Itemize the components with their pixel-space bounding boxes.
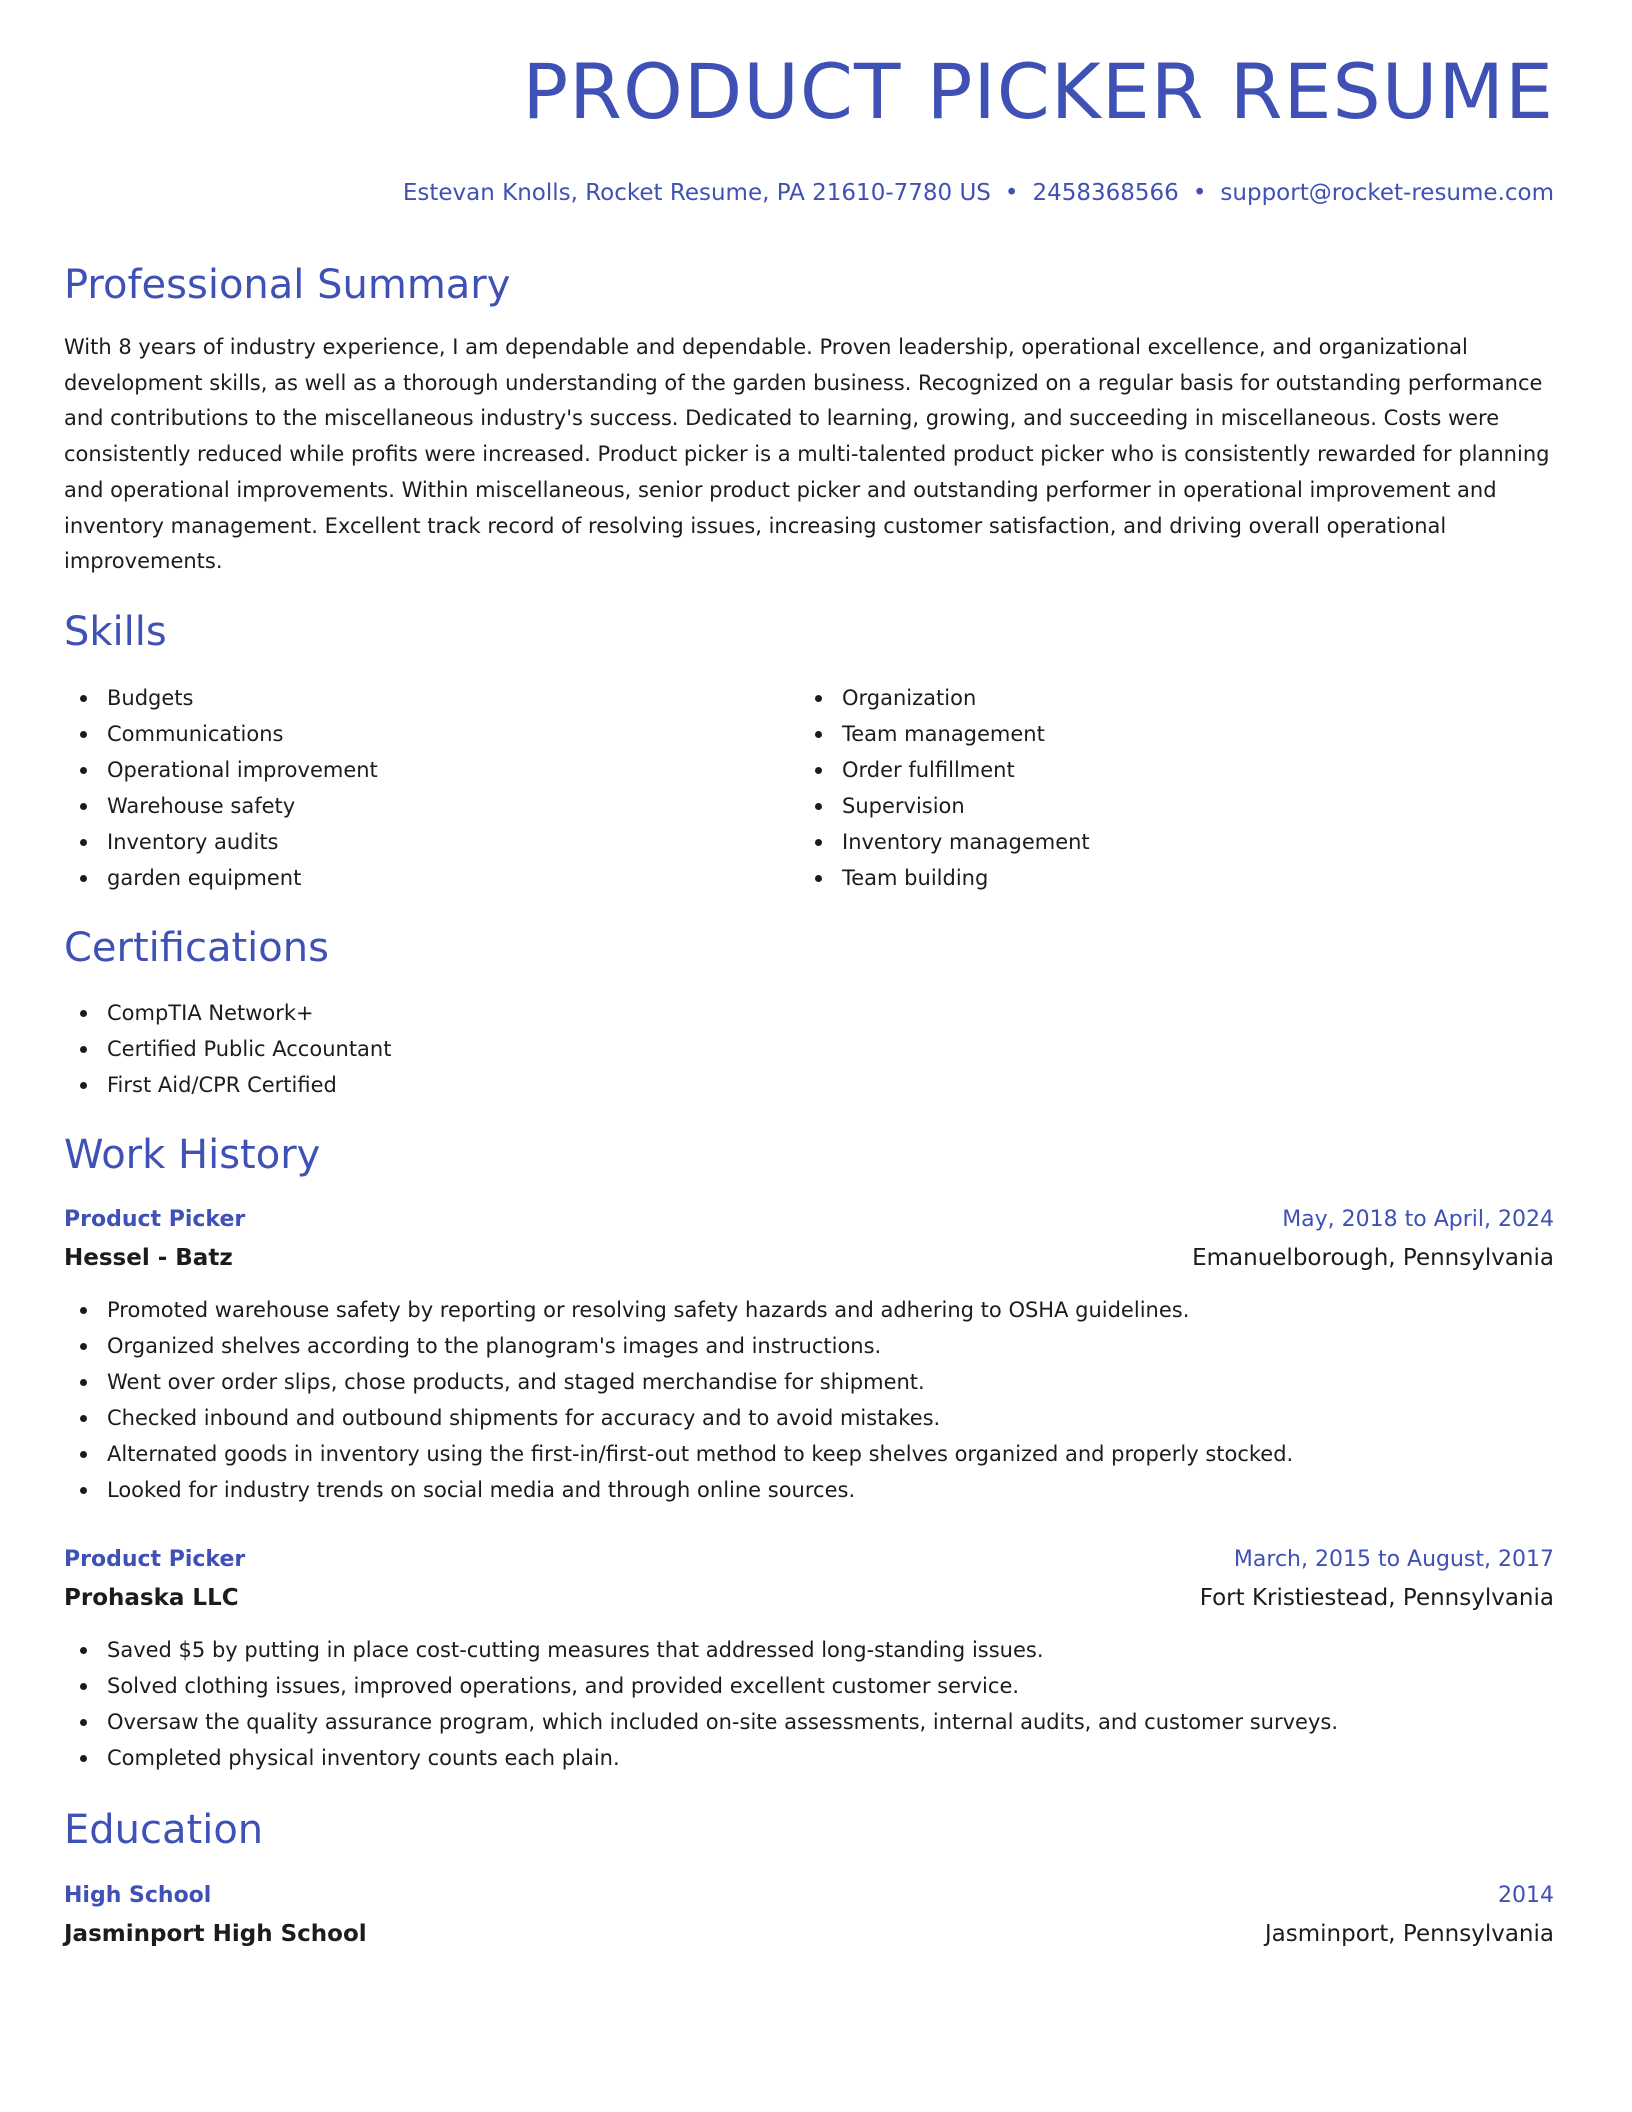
job-title: Product Picker — [64, 1207, 246, 1232]
resume-title: PRODUCT PICKER RESUME — [522, 47, 1554, 136]
job-location: Emanuelborough, Pennsylvania — [1192, 1245, 1554, 1271]
contact-address: Estevan Knolls, Rocket Resume, PA 21610-7780 US — [402, 180, 991, 206]
skill-item: garden equipment — [64, 860, 378, 896]
certification-item: First Aid/CPR Certified — [64, 1067, 391, 1103]
contact-separator: • — [1192, 180, 1207, 206]
education-heading: Education — [64, 1807, 264, 1853]
certification-item: CompTIA Network+ — [64, 995, 391, 1031]
skills-heading: Skills — [64, 609, 167, 655]
job-bullets — [64, 1292, 1293, 1508]
skill-item: Team management — [799, 716, 1090, 752]
job-bullet: Promoted warehouse safety by reporting or resolving safety hazards and adhering to OSHA guidelines. — [64, 1292, 1293, 1328]
contact-line — [403, 180, 1554, 206]
certification-item: Certified Public Accountant — [64, 1031, 391, 1067]
job-bullet: Organized shelves according to the planogram's images and instructions. — [64, 1328, 1293, 1364]
skills-list-left — [64, 680, 378, 896]
job-dates: May, 2018 to April, 2024 — [1282, 1207, 1554, 1232]
job-bullet: Alternated goods in inventory using the first-in/first-out method to keep shelves organized and properly stocked. — [64, 1436, 1293, 1472]
job-bullet: Solved clothing issues, improved operations, and provided excellent customer service. — [64, 1668, 1338, 1704]
education-year: 2014 — [1498, 1883, 1554, 1908]
contact-separator: • — [1004, 180, 1019, 206]
skill-item: Order fulfillment — [799, 752, 1090, 788]
work-history-heading: Work History — [64, 1132, 321, 1178]
skill-item: Supervision — [799, 788, 1090, 824]
job-dates: March, 2015 to August, 2017 — [1233, 1547, 1554, 1572]
skill-item: Communications — [64, 716, 378, 752]
skill-item: Inventory audits — [64, 824, 378, 860]
job-bullets — [64, 1632, 1338, 1776]
skill-item: Team building — [799, 860, 1090, 896]
job-bullet: Saved $5 by putting in place cost-cutting measures that addressed long-standing issues. — [64, 1632, 1338, 1668]
job-bullet: Oversaw the quality assurance program, which included on-site assessments, internal audits, and customer surveys. — [64, 1704, 1338, 1740]
job-bullet: Checked inbound and outbound shipments for accuracy and to avoid mistakes. — [64, 1400, 1293, 1436]
contact-email[interactable]: support@rocket-resume.com — [1220, 180, 1554, 206]
summary-heading: Professional Summary — [64, 262, 511, 308]
job-bullet: Looked for industry trends on social media and through online sources. — [64, 1472, 1293, 1508]
job-bullet: Went over order slips, chose products, and staged merchandise for shipment. — [64, 1364, 1293, 1400]
job-bullet: Completed physical inventory counts each plain. — [64, 1740, 1338, 1776]
job-location: Fort Kristiestead, Pennsylvania — [1199, 1585, 1554, 1611]
job-title: Product Picker — [64, 1547, 246, 1572]
skill-item: Operational improvement — [64, 752, 378, 788]
skill-item: Warehouse safety — [64, 788, 378, 824]
certifications-list — [64, 995, 391, 1103]
contact-phone[interactable]: 2458368566 — [1032, 180, 1179, 206]
skill-item: Budgets — [64, 680, 378, 716]
certifications-heading: Certifications — [64, 925, 329, 971]
job-employer: Hessel - Batz — [64, 1245, 233, 1271]
education-location: Jasminport, Pennsylvania — [1264, 1921, 1554, 1947]
job-employer: Prohaska LLC — [64, 1585, 239, 1611]
education-school: Jasminport High School — [64, 1921, 367, 1947]
skill-item: Organization — [799, 680, 1090, 716]
summary-text: With 8 years of industry experience, I am dependable and dependable. Proven leadership, operational excellence, and organizational development skills, as well as a thorough understanding of the garden business. Recognized on a regular basis for outstanding performance and contributions to the miscellaneous industry's success. Dedicated to learning, growing, and succeeding in miscellaneous. Costs were consistently reduced while profits were increased. Product picker is a multi-talented product picker who is consistently rewarded for planning and operational improvements. Within miscellaneous, senior product picker and outstanding performer in operational improvement and inventory management. Excellent track record of resolving issues, increasing customer satisfaction, and driving overall operational improvements. — [64, 335, 1550, 574]
skills-list-right — [799, 680, 1090, 896]
skill-item: Inventory management — [799, 824, 1090, 860]
education-degree: High School — [64, 1883, 212, 1908]
